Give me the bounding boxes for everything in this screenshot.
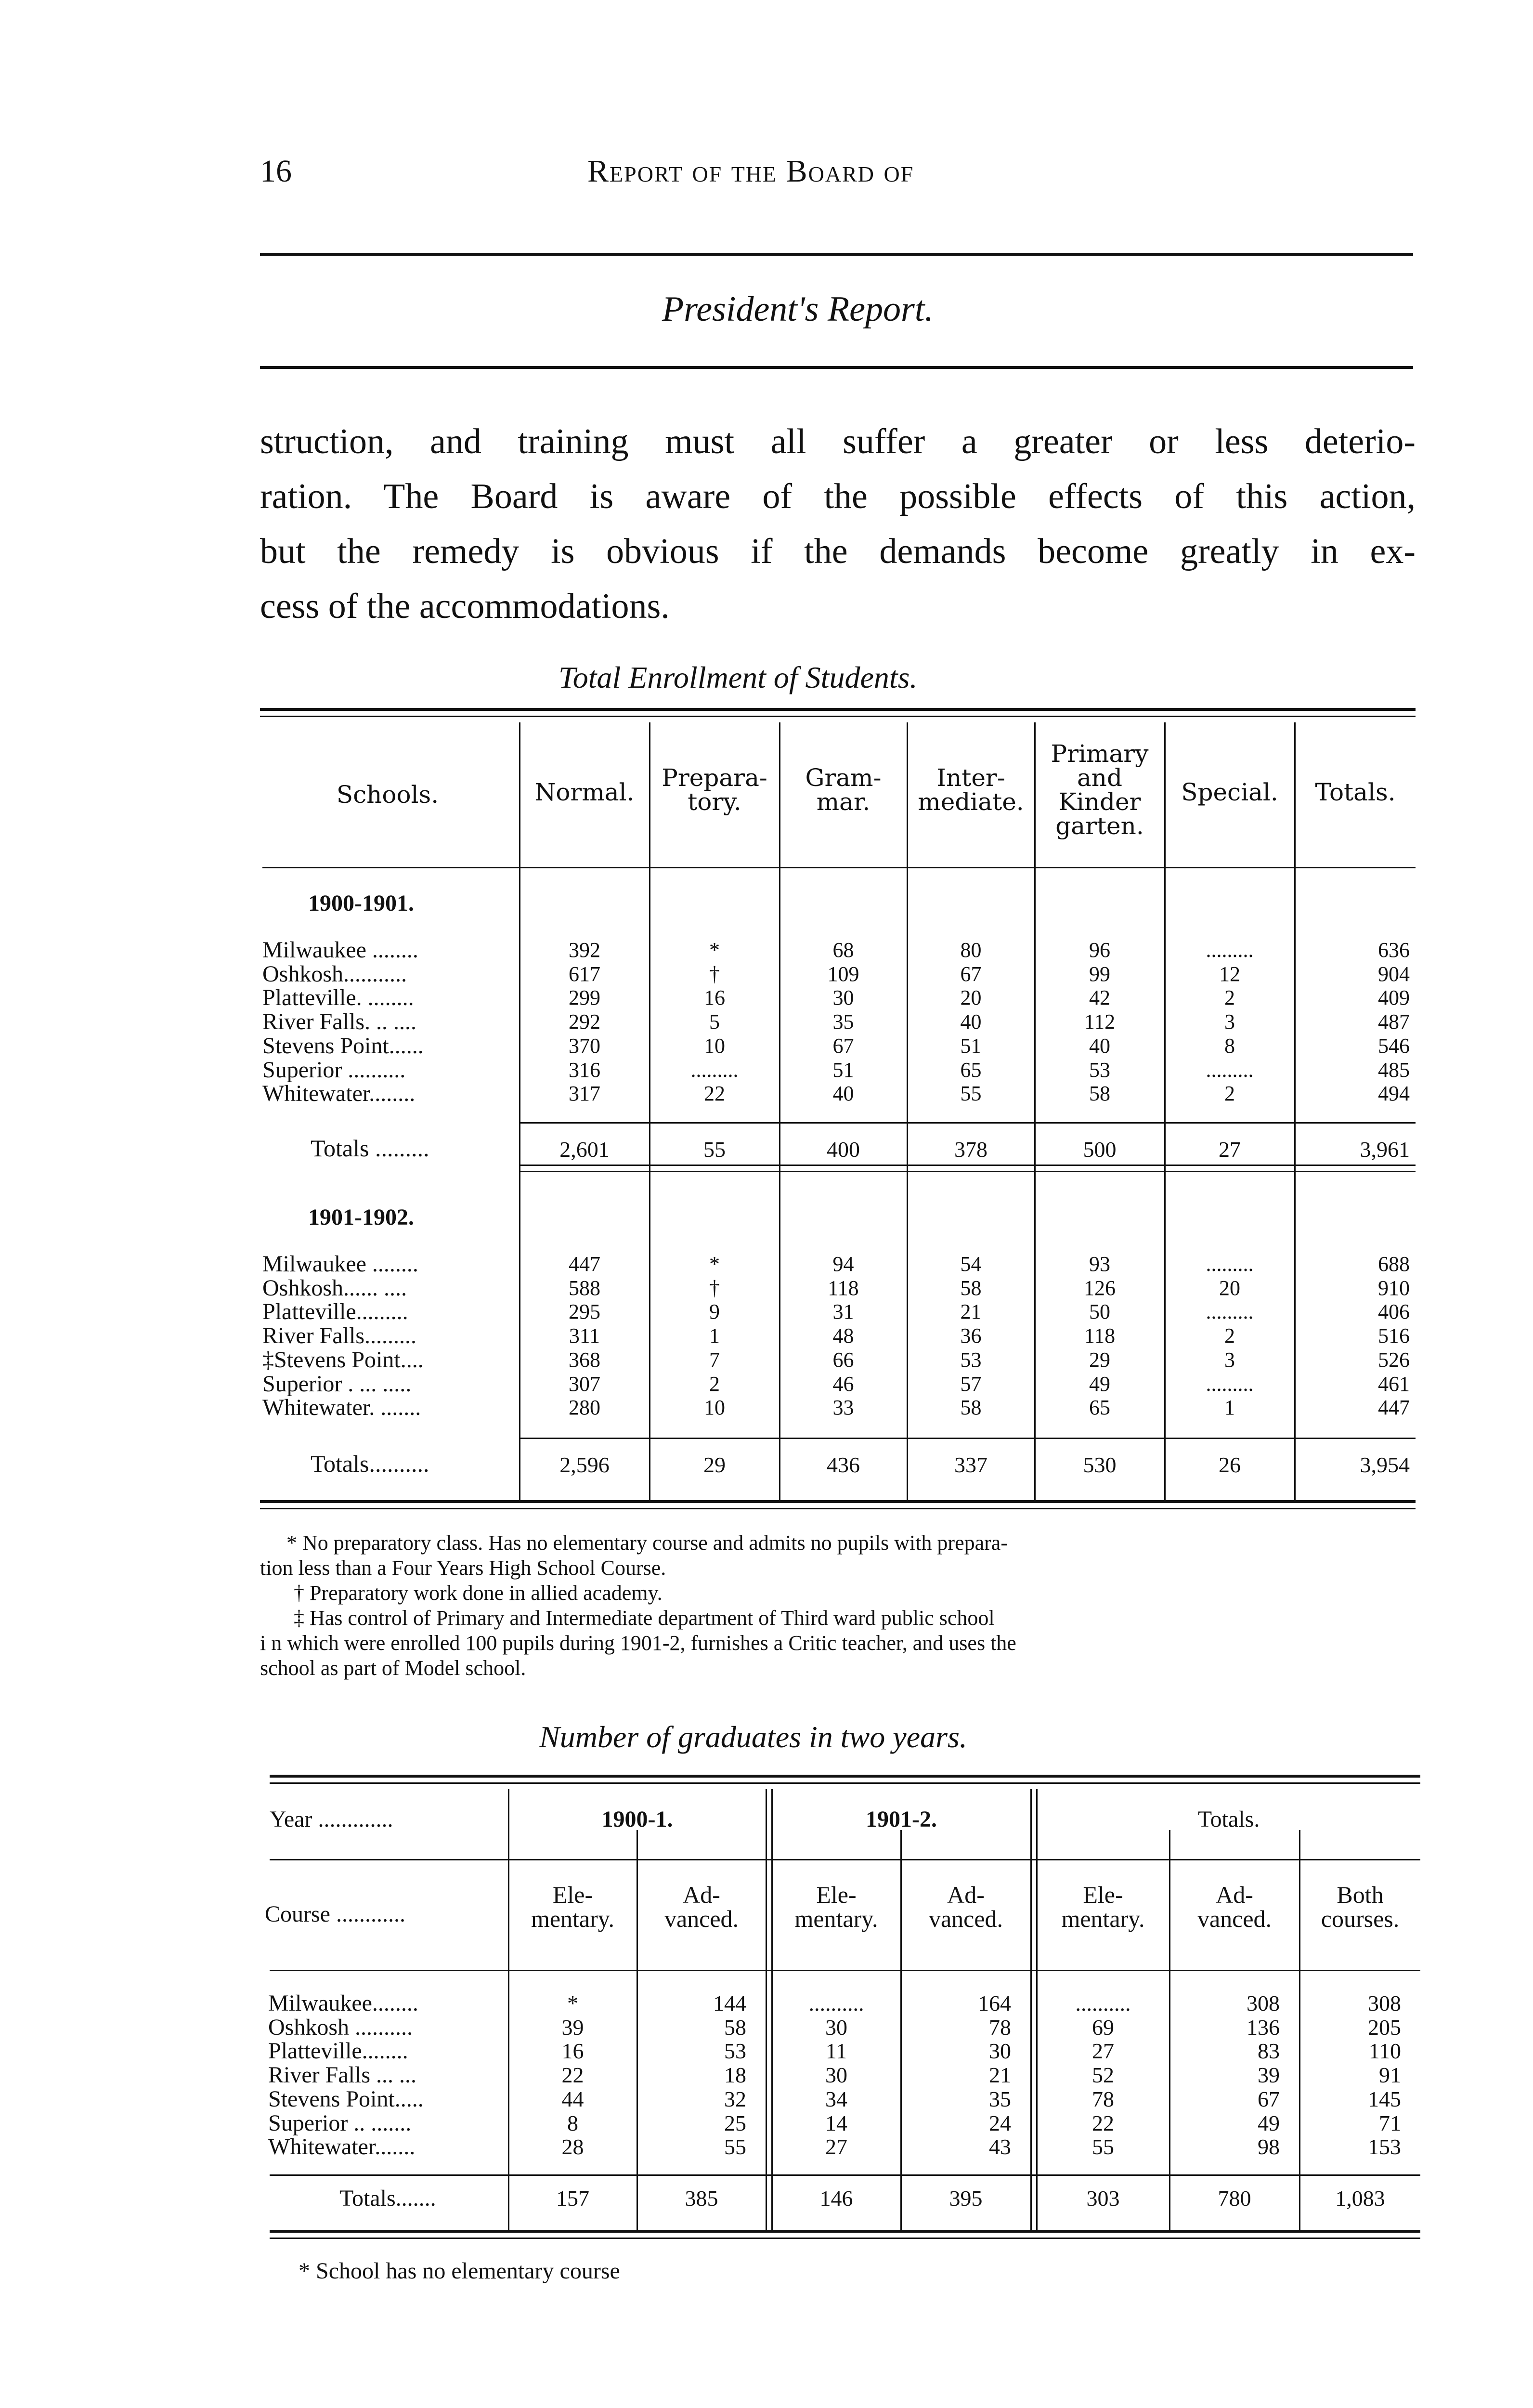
table-cell: 5 bbox=[709, 1010, 720, 1034]
table-cell: 83 bbox=[1258, 2039, 1280, 2064]
table-cell: 617 bbox=[569, 962, 600, 986]
table-cell: 71 bbox=[1379, 2110, 1401, 2135]
table-cell: 144 bbox=[713, 1991, 746, 2015]
table-cell: 36 bbox=[960, 1324, 982, 1348]
table-cell: 48 bbox=[832, 1324, 854, 1348]
table-cell: 485 bbox=[1378, 1058, 1410, 1082]
table-cell: 308 bbox=[1247, 1991, 1280, 2015]
col-header-grammar: Gram- mar. bbox=[805, 764, 882, 816]
school-name: Platteville. ........ bbox=[262, 985, 414, 1011]
table-cell: 447 bbox=[569, 1252, 600, 1276]
table-cell: ......... bbox=[1206, 1300, 1254, 1324]
table-cell: 40 bbox=[960, 1010, 982, 1034]
school-name: River Falls ... ... bbox=[268, 2062, 416, 2088]
table-cell: 406 bbox=[1378, 1300, 1410, 1324]
table-cell: 316 bbox=[569, 1058, 600, 1082]
table-cell: 58 bbox=[960, 1396, 982, 1420]
table-cell: 20 bbox=[960, 986, 982, 1010]
col-subheader: Ele- mentary. bbox=[794, 1881, 878, 1932]
table-cell: 3 bbox=[1224, 1348, 1235, 1372]
period-label: 1900-1901. bbox=[308, 890, 414, 916]
school-name: Milwaukee ........ bbox=[262, 1251, 418, 1277]
table-cell: 112 bbox=[1084, 1010, 1116, 1034]
table-cell: 118 bbox=[828, 1276, 859, 1300]
table-cell: ......... bbox=[1206, 938, 1254, 962]
total-cell: 530 bbox=[1083, 1453, 1117, 1477]
table-cell: 43 bbox=[989, 2134, 1011, 2159]
total-cell: 29 bbox=[703, 1453, 726, 1477]
total-cell: 55 bbox=[703, 1137, 726, 1162]
graduates-footnote: * School has no elementary course bbox=[299, 2258, 620, 2284]
table-cell: 409 bbox=[1378, 986, 1410, 1010]
table-cell: 588 bbox=[569, 1276, 600, 1300]
col-header-totals: Totals. bbox=[1315, 778, 1396, 806]
graduates-totals-label: Totals....... bbox=[339, 2186, 436, 2211]
table-cell: 91 bbox=[1379, 2063, 1401, 2088]
col-header-special: Special. bbox=[1181, 778, 1278, 806]
total-cell: 337 bbox=[954, 1453, 987, 1477]
body-line: struction, and training must all suffer a greater or less deterio- bbox=[260, 422, 1416, 461]
table-cell: 292 bbox=[569, 1010, 600, 1034]
table-cell: 118 bbox=[1084, 1324, 1116, 1348]
total-cell: 395 bbox=[949, 2186, 983, 2211]
school-name: Superior . ... ..... bbox=[262, 1371, 412, 1397]
school-name: Oshkosh...... .... bbox=[262, 1275, 407, 1301]
total-cell: 1,083 bbox=[1335, 2186, 1385, 2211]
total-cell: 303 bbox=[1086, 2186, 1120, 2211]
year-group-totals: Totals. bbox=[1197, 1806, 1260, 1832]
section-title: President's Report. bbox=[662, 289, 934, 329]
school-name: River Falls......... bbox=[262, 1323, 416, 1349]
table-cell: 40 bbox=[1089, 1034, 1110, 1058]
graduates-top-rule bbox=[270, 1775, 1420, 1784]
table-cell: 42 bbox=[1089, 986, 1110, 1010]
table-cell: 688 bbox=[1378, 1252, 1410, 1276]
totals-label: Totals.......... bbox=[311, 1450, 429, 1477]
total-cell: 436 bbox=[827, 1453, 860, 1477]
table-cell: 93 bbox=[1089, 1252, 1110, 1276]
table-cell: 44 bbox=[561, 2086, 584, 2111]
table-cell: 30 bbox=[825, 2063, 847, 2088]
table-cell: 110 bbox=[1368, 2039, 1401, 2064]
table-cell: 368 bbox=[569, 1348, 600, 1372]
table-cell: 299 bbox=[569, 986, 600, 1010]
table-cell: * bbox=[709, 938, 720, 962]
table-cell: 295 bbox=[569, 1300, 600, 1324]
table-cell: 317 bbox=[569, 1082, 600, 1106]
table-cell: 51 bbox=[832, 1058, 854, 1082]
col-subheader: Both courses. bbox=[1321, 1881, 1400, 1932]
header-rule-bottom bbox=[260, 366, 1413, 369]
table-cell: 30 bbox=[989, 2039, 1011, 2064]
table-cell: 516 bbox=[1378, 1324, 1410, 1348]
running-title: Report of the Board of bbox=[587, 154, 914, 189]
table-cell: 54 bbox=[960, 1252, 982, 1276]
total-cell: 3,961 bbox=[1360, 1137, 1410, 1162]
table-cell: 10 bbox=[704, 1034, 725, 1058]
table-cell: 53 bbox=[960, 1348, 982, 1372]
table-cell: 2 bbox=[1224, 986, 1235, 1010]
table-cell: 66 bbox=[832, 1348, 854, 1372]
table-cell: 53 bbox=[724, 2039, 746, 2064]
school-name: Oshkosh........... bbox=[262, 961, 407, 987]
table-cell: 69 bbox=[1092, 2015, 1114, 2040]
body-line: but the remedy is obvious if the demands become greatly in ex- bbox=[260, 532, 1416, 571]
table-cell: 8 bbox=[1224, 1034, 1235, 1058]
table-cell: ......... bbox=[1206, 1058, 1254, 1082]
table-cell: 55 bbox=[960, 1082, 982, 1106]
table-cell: 30 bbox=[832, 986, 854, 1010]
school-name: Stevens Point...... bbox=[262, 1033, 424, 1059]
table-cell: 39 bbox=[1258, 2063, 1280, 2088]
footnote-line: i n which were enrolled 100 pupils during 1901-2, furnishes a Critic teacher, and uses the bbox=[260, 1631, 1016, 1655]
school-name: Stevens Point..... bbox=[268, 2086, 424, 2112]
table-cell: 11 bbox=[825, 2039, 847, 2064]
table-cell: 12 bbox=[1219, 962, 1240, 986]
graduates-bottom-rule bbox=[270, 2230, 1420, 2239]
table-cell: † bbox=[709, 1276, 720, 1300]
school-name: ‡Stevens Point.... bbox=[262, 1347, 424, 1373]
total-cell: 2,596 bbox=[559, 1453, 610, 1477]
totals-label: Totals ......... bbox=[311, 1135, 429, 1162]
table-cell: 205 bbox=[1368, 2015, 1401, 2040]
table-cell: 311 bbox=[569, 1324, 600, 1348]
table-cell: 10 bbox=[704, 1396, 725, 1420]
table-cell: 307 bbox=[569, 1372, 600, 1396]
table-cell: 126 bbox=[1084, 1276, 1116, 1300]
table-cell: 636 bbox=[1378, 938, 1410, 962]
total-cell: 2,601 bbox=[559, 1137, 610, 1162]
table-cell: 1 bbox=[709, 1324, 720, 1348]
table-cell: 3 bbox=[1224, 1010, 1235, 1034]
table-cell: 8 bbox=[567, 2110, 578, 2135]
col-subheader: Ad- vanced. bbox=[928, 1881, 1003, 1932]
table-cell: 55 bbox=[724, 2134, 746, 2159]
table-cell: ......... bbox=[690, 1058, 739, 1082]
table-cell: 487 bbox=[1378, 1010, 1410, 1034]
table-cell: 99 bbox=[1089, 962, 1110, 986]
school-name: Milwaukee........ bbox=[268, 1990, 418, 2016]
table-cell: 40 bbox=[832, 1082, 854, 1106]
table-cell: .......... bbox=[1075, 1991, 1131, 2015]
school-name: Whitewater....... bbox=[268, 2134, 416, 2160]
course-label: Course ............ bbox=[265, 1901, 405, 1927]
col-header-schools: Schools. bbox=[336, 781, 439, 809]
enrollment-top-rule bbox=[260, 708, 1416, 717]
table-cell: 78 bbox=[1092, 2086, 1114, 2111]
table-cell: 910 bbox=[1378, 1276, 1410, 1300]
table-cell: 21 bbox=[960, 1300, 982, 1324]
table-cell: 1 bbox=[1224, 1396, 1235, 1420]
table-cell: ......... bbox=[1206, 1252, 1254, 1276]
body-line: ration. The Board is aware of the possible effects of this action, bbox=[260, 477, 1416, 516]
total-cell: 27 bbox=[1219, 1137, 1241, 1162]
table-cell: 2 bbox=[1224, 1324, 1235, 1348]
table-cell: 94 bbox=[832, 1252, 854, 1276]
graduates-title: Number of graduates in two years. bbox=[539, 1720, 967, 1754]
col-subheader: Ad- vanced. bbox=[664, 1881, 739, 1932]
body-line: cess of the accommodations. bbox=[260, 587, 670, 626]
table-cell: 25 bbox=[724, 2110, 746, 2135]
table-cell: 136 bbox=[1247, 2015, 1280, 2040]
table-cell: 153 bbox=[1368, 2134, 1401, 2159]
table-cell: 51 bbox=[960, 1034, 982, 1058]
col-header-normal: Normal. bbox=[534, 778, 635, 806]
period-label: 1901-1902. bbox=[308, 1204, 414, 1230]
col-header-intermediate: Inter- mediate. bbox=[918, 764, 1024, 816]
table-cell: 164 bbox=[978, 1991, 1011, 2015]
col-subheader: Ad- vanced. bbox=[1197, 1881, 1272, 1932]
col-subheader: Ele- mentary. bbox=[1061, 1881, 1145, 1932]
header-rule-top bbox=[260, 253, 1413, 256]
table-cell: 447 bbox=[1378, 1396, 1410, 1420]
table-cell: 52 bbox=[1092, 2063, 1114, 2088]
table-cell: 308 bbox=[1368, 1991, 1401, 2015]
school-name: Whitewater. ....... bbox=[262, 1395, 421, 1421]
table-cell: 67 bbox=[960, 962, 982, 986]
table-cell: 392 bbox=[569, 938, 600, 962]
table-cell: 461 bbox=[1378, 1372, 1410, 1396]
enrollment-title: Total Enrollment of Students. bbox=[559, 660, 918, 694]
table-cell: 96 bbox=[1089, 938, 1110, 962]
footnote-line: tion less than a Four Years High School Course. bbox=[260, 1556, 666, 1580]
table-cell: 16 bbox=[561, 2039, 584, 2064]
total-cell: 26 bbox=[1219, 1453, 1241, 1477]
year-label: Year ............. bbox=[270, 1806, 393, 1832]
table-cell: 16 bbox=[704, 986, 725, 1010]
table-cell: 58 bbox=[960, 1276, 982, 1300]
table-cell: 78 bbox=[989, 2015, 1011, 2040]
table-cell: 27 bbox=[1092, 2039, 1114, 2064]
table-cell: 29 bbox=[1089, 1348, 1110, 1372]
table-cell: 2 bbox=[1224, 1082, 1235, 1106]
table-cell: 526 bbox=[1378, 1348, 1410, 1372]
table-cell: 18 bbox=[724, 2063, 746, 2088]
footnote-line: ‡ Has control of Primary and Intermediate department of Third ward public school bbox=[294, 1606, 995, 1630]
table-cell: .......... bbox=[808, 1991, 864, 2015]
footnote-line: school as part of Model school. bbox=[260, 1656, 526, 1680]
table-cell: 57 bbox=[960, 1372, 982, 1396]
school-name: Superior .. ....... bbox=[268, 2110, 412, 2136]
table-cell: 22 bbox=[561, 2063, 584, 2088]
footnote-line: † Preparatory work done in allied academy. bbox=[294, 1581, 663, 1605]
table-cell: * bbox=[567, 1991, 578, 2015]
table-cell: 7 bbox=[709, 1348, 720, 1372]
body-paragraph bbox=[260, 414, 1416, 634]
table-cell: 67 bbox=[832, 1034, 854, 1058]
table-cell: 21 bbox=[989, 2063, 1011, 2088]
table-cell: 58 bbox=[1089, 1082, 1110, 1106]
table-cell: 904 bbox=[1378, 962, 1410, 986]
col-header-preparatory: Prepara- tory. bbox=[662, 764, 767, 816]
page-number: 16 bbox=[260, 154, 292, 189]
table-cell: 546 bbox=[1378, 1034, 1410, 1058]
table-cell: 494 bbox=[1378, 1082, 1410, 1106]
total-cell: 3,954 bbox=[1360, 1453, 1410, 1477]
col-subheader: Ele- mentary. bbox=[531, 1881, 615, 1932]
table-cell: 67 bbox=[1258, 2086, 1280, 2111]
table-cell: 30 bbox=[825, 2015, 847, 2040]
table-cell: 50 bbox=[1089, 1300, 1110, 1324]
table-cell: 65 bbox=[1089, 1396, 1110, 1420]
table-cell: 145 bbox=[1368, 2086, 1401, 2111]
table-cell: ......... bbox=[1206, 1372, 1254, 1396]
school-name: Oshkosh .......... bbox=[268, 2014, 413, 2040]
total-cell: 157 bbox=[556, 2186, 589, 2211]
school-name: Platteville........ bbox=[268, 2038, 408, 2064]
school-name: River Falls. .. .... bbox=[262, 1009, 416, 1035]
table-cell: 14 bbox=[825, 2110, 847, 2135]
school-name: Platteville......... bbox=[262, 1299, 408, 1325]
footnote-line: * No preparatory class. Has no elementary course and admits no pupils with prepara- bbox=[286, 1531, 1008, 1555]
total-cell: 378 bbox=[954, 1137, 987, 1162]
total-cell: 400 bbox=[827, 1137, 860, 1162]
total-cell: 500 bbox=[1083, 1137, 1117, 1162]
table-cell: 28 bbox=[561, 2134, 584, 2159]
table-cell: 55 bbox=[1092, 2134, 1114, 2159]
total-cell: 780 bbox=[1218, 2186, 1251, 2211]
table-cell: 20 bbox=[1219, 1276, 1240, 1300]
table-cell: 39 bbox=[561, 2015, 584, 2040]
table-cell: * bbox=[709, 1252, 720, 1276]
table-cell: 49 bbox=[1258, 2110, 1280, 2135]
table-cell: 2 bbox=[709, 1372, 720, 1396]
total-cell: 146 bbox=[819, 2186, 853, 2211]
school-name: Superior .......... bbox=[262, 1057, 406, 1083]
table-cell: 9 bbox=[709, 1300, 720, 1324]
table-cell: 98 bbox=[1258, 2134, 1280, 2159]
year-group-1901-2: 1901-2. bbox=[866, 1806, 937, 1832]
table-cell: 280 bbox=[569, 1396, 600, 1420]
table-cell: † bbox=[709, 962, 720, 986]
table-cell: 31 bbox=[832, 1300, 854, 1324]
school-name: Milwaukee ........ bbox=[262, 937, 418, 963]
table-cell: 58 bbox=[724, 2015, 746, 2040]
table-cell: 35 bbox=[832, 1010, 854, 1034]
table-cell: 65 bbox=[960, 1058, 982, 1082]
year-group-1900-1: 1900-1. bbox=[601, 1806, 673, 1832]
table-cell: 32 bbox=[724, 2086, 746, 2111]
table-cell: 22 bbox=[704, 1082, 725, 1106]
school-name: Whitewater........ bbox=[262, 1081, 416, 1107]
col-header-primary: Primary and Kinder garten. bbox=[1051, 740, 1149, 840]
enrollment-bottom-rule bbox=[260, 1500, 1416, 1509]
table-cell: 49 bbox=[1089, 1372, 1110, 1396]
table-cell: 68 bbox=[832, 938, 854, 962]
table-cell: 53 bbox=[1089, 1058, 1110, 1082]
table-cell: 370 bbox=[569, 1034, 600, 1058]
table-cell: 33 bbox=[832, 1396, 854, 1420]
table-cell: 46 bbox=[832, 1372, 854, 1396]
footnotes bbox=[260, 1531, 1425, 1681]
total-cell: 385 bbox=[685, 2186, 718, 2211]
table-cell: 35 bbox=[989, 2086, 1011, 2111]
table-cell: 80 bbox=[960, 938, 982, 962]
table-cell: 109 bbox=[827, 962, 859, 986]
table-cell: 22 bbox=[1092, 2110, 1114, 2135]
table-cell: 24 bbox=[989, 2110, 1011, 2135]
table-cell: 27 bbox=[825, 2134, 847, 2159]
table-cell: 34 bbox=[825, 2086, 847, 2111]
